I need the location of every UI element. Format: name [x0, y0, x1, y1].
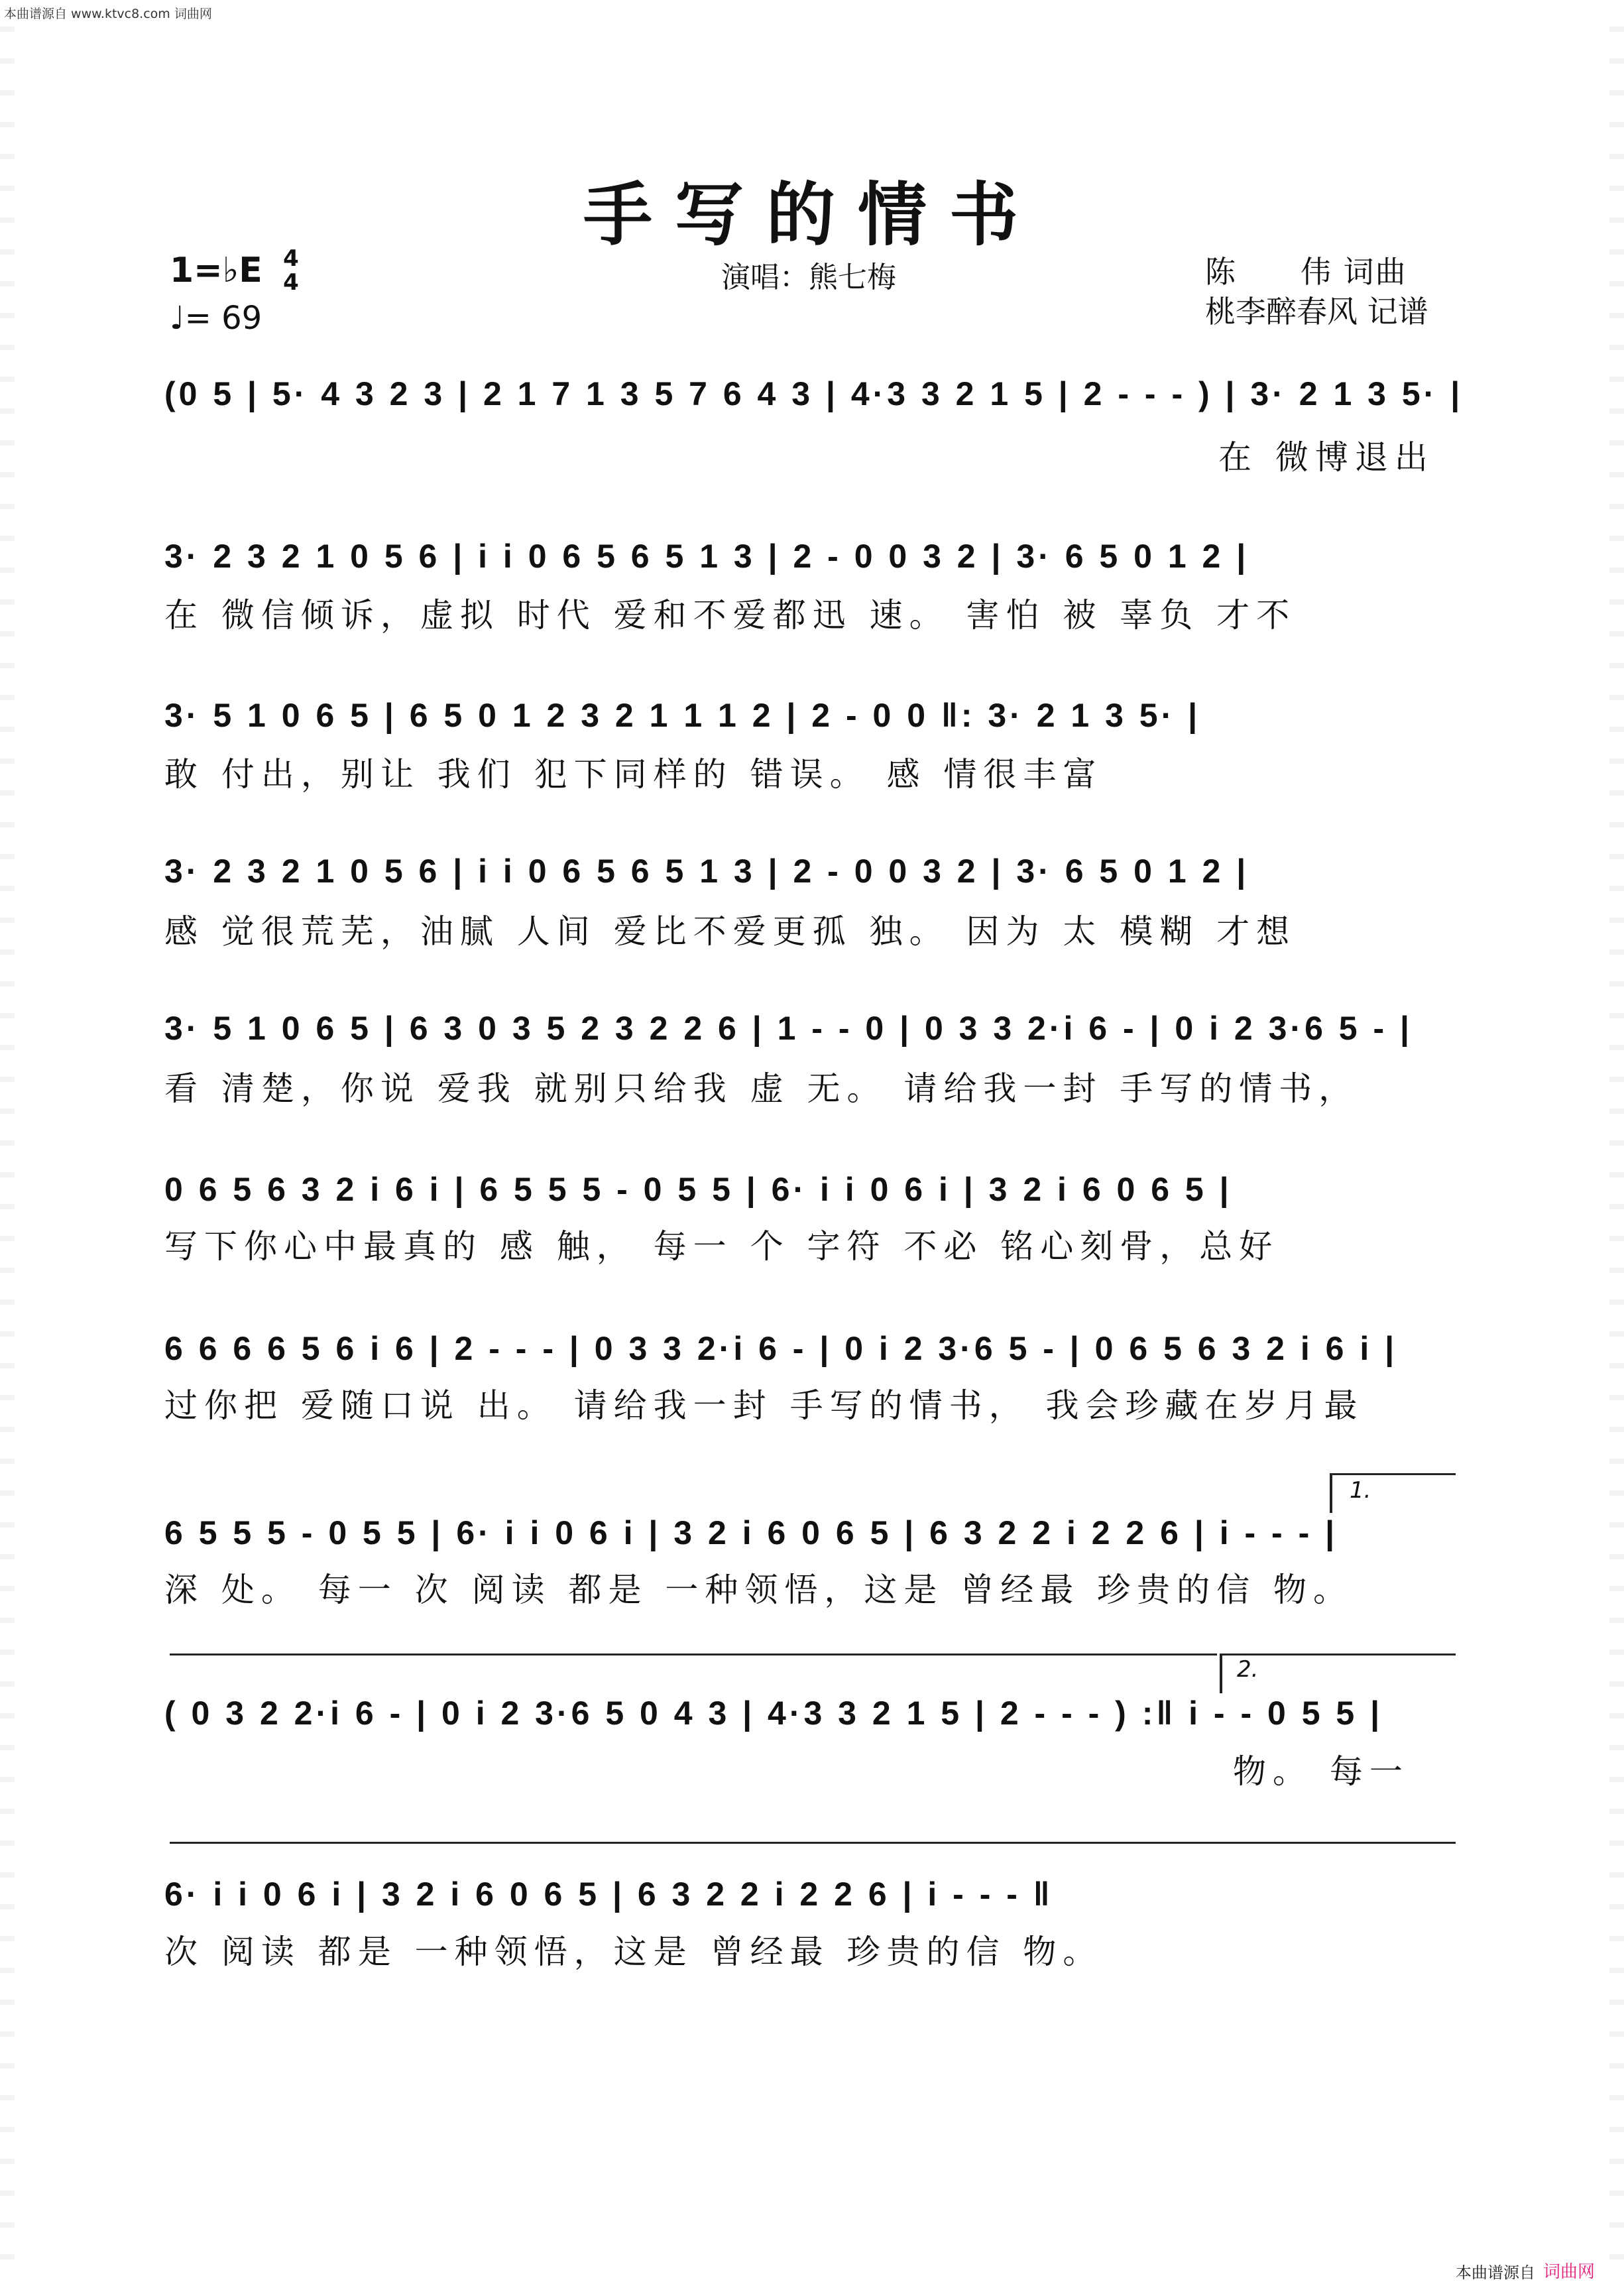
music-line-4: 3· 2 3 2 1 0 5 6 | i i 0 6 5 6 5 1 3 | 2 - 0 0 3 2 | 3· 6 5 0 1 2 | [164, 853, 1249, 890]
left-margin-watermark [0, 0, 15, 2284]
music-line-5: 3· 5 1 0 6 5 | 6 3 0 3 5 2 3 2 2 6 | 1 - - 0 | 0 3 3 2·i 6 - | 0 i 2 3·6 5 - | [164, 1010, 1413, 1047]
key-signature: 1=♭E [170, 251, 262, 290]
song-title: 手写的情书 [583, 174, 1041, 255]
section-rule-bottom [170, 1842, 1456, 1844]
right-margin-watermark [1609, 0, 1624, 2284]
source-credit-bottom: 本曲谱源自 [1456, 2263, 1535, 2282]
lyric-line-8: 深 处。 每一 次 阅读 都是 一种领悟，这是 曾经最 珍贵的信 物。 [164, 1571, 1354, 1609]
singer-credit: 演唱：熊七梅 [721, 261, 896, 294]
lyric-line-9: 物。 每一 [1233, 1752, 1409, 1791]
music-line-3: 3· 5 1 0 6 5 | 6 5 0 1 2 3 2 1 1 1 2 | 2 - 0 0 ‖: 3· 2 1 3 5· | [164, 697, 1201, 734]
music-line-7: 6 6 6 6 5 6 i 6 | 2 - - - | 0 3 3 2·i 6 - | 0 i 2 3·6 5 - | 0 6 5 6 3 2 i 6 i | [164, 1330, 1398, 1367]
music-line-9: ( 0 3 2 2·i 6 - | 0 i 2 3·6 5 0 4 3 | 4·3 3 2 1 5 | 2 - - - ) :‖ i - - 0 5 5 | [164, 1695, 1383, 1732]
lyric-line-5: 看 清楚，你说 爱我 就别只给我 虚 无。 请给我一封 手写的情书， [164, 1069, 1359, 1108]
music-line-2: 3· 2 3 2 1 0 5 6 | i i 0 6 5 6 5 1 3 | 2 - 0 0 3 2 | 3· 6 5 0 1 2 | [164, 538, 1249, 575]
lyric-line-4: 感 觉很荒芜，油腻 人间 爱比不爱更孤 独。 因为 太 模糊 才想 [164, 912, 1297, 951]
first-ending-bracket-start [1330, 1473, 1332, 1513]
first-ending-label: 1. [1350, 1477, 1371, 1504]
second-ending-bracket [1220, 1653, 1456, 1655]
music-line-6: 0 6 5 6 3 2 i 6 i | 6 5 5 5 - 0 5 5 | 6· i i 0 6 i | 3 2 i 6 0 6 5 | [164, 1171, 1232, 1208]
music-line-10: 6· i i 0 6 i | 3 2 i 6 0 6 5 | 6 3 2 2 i 2 2 6 | i - - - ‖ [164, 1876, 1053, 1913]
tempo-marking: ♩= 69 [170, 300, 262, 337]
second-ending-label: 2. [1237, 1656, 1259, 1683]
lyric-line-6: 写下你心中最真的 感 触， 每一 个 字符 不必 铭心刻骨，总好 [164, 1227, 1279, 1266]
lyric-line-10: 次 阅读 都是 一种领悟，这是 曾经最 珍贵的信 物。 [164, 1933, 1103, 1971]
composer-credit: 陈 伟 词曲 [1205, 254, 1407, 290]
transcriber-credit: 桃李醉春风 记谱 [1205, 294, 1428, 330]
source-credit-top: 本曲谱源自 www.ktvc8.com 词曲网 [4, 7, 212, 21]
lyric-line-2: 在 微信倾诉，虚拟 时代 爱和不爱都迅 速。 害怕 被 辜负 才不 [164, 596, 1297, 634]
music-line-1: (0 5 | 5· 4 3 2 3 | 2 1 7 1 3 5 7 6 4 3 | 4·3 3 2 1 5 | 2 - - - ) | 3· 2 1 3 5· | [164, 375, 1464, 412]
lyric-line-7: 过你把 爱随口说 出。 请给我一封 手写的情书， 我会珍藏在岁月最 [164, 1386, 1364, 1425]
meter-top: 4 [283, 245, 299, 272]
lyric-line-3: 敢 付出，别让 我们 犯下同样的 错误。 感 情很丰富 [164, 755, 1103, 794]
meter-bottom: 4 [283, 269, 299, 296]
time-signature [276, 247, 306, 294]
site-link[interactable]: 词曲网 [1542, 2262, 1595, 2282]
music-line-8: 6 5 5 5 - 0 5 5 | 6· i i 0 6 i | 3 2 i 6 0 6 5 | 6 3 2 2 i 2 2 6 | i - - - | [164, 1514, 1338, 1551]
lyric-line-1: 在 微博退出 [1218, 438, 1434, 477]
first-ending-bracket [1330, 1473, 1456, 1475]
section-rule-left [170, 1653, 1217, 1655]
second-ending-bracket-start [1220, 1653, 1222, 1693]
